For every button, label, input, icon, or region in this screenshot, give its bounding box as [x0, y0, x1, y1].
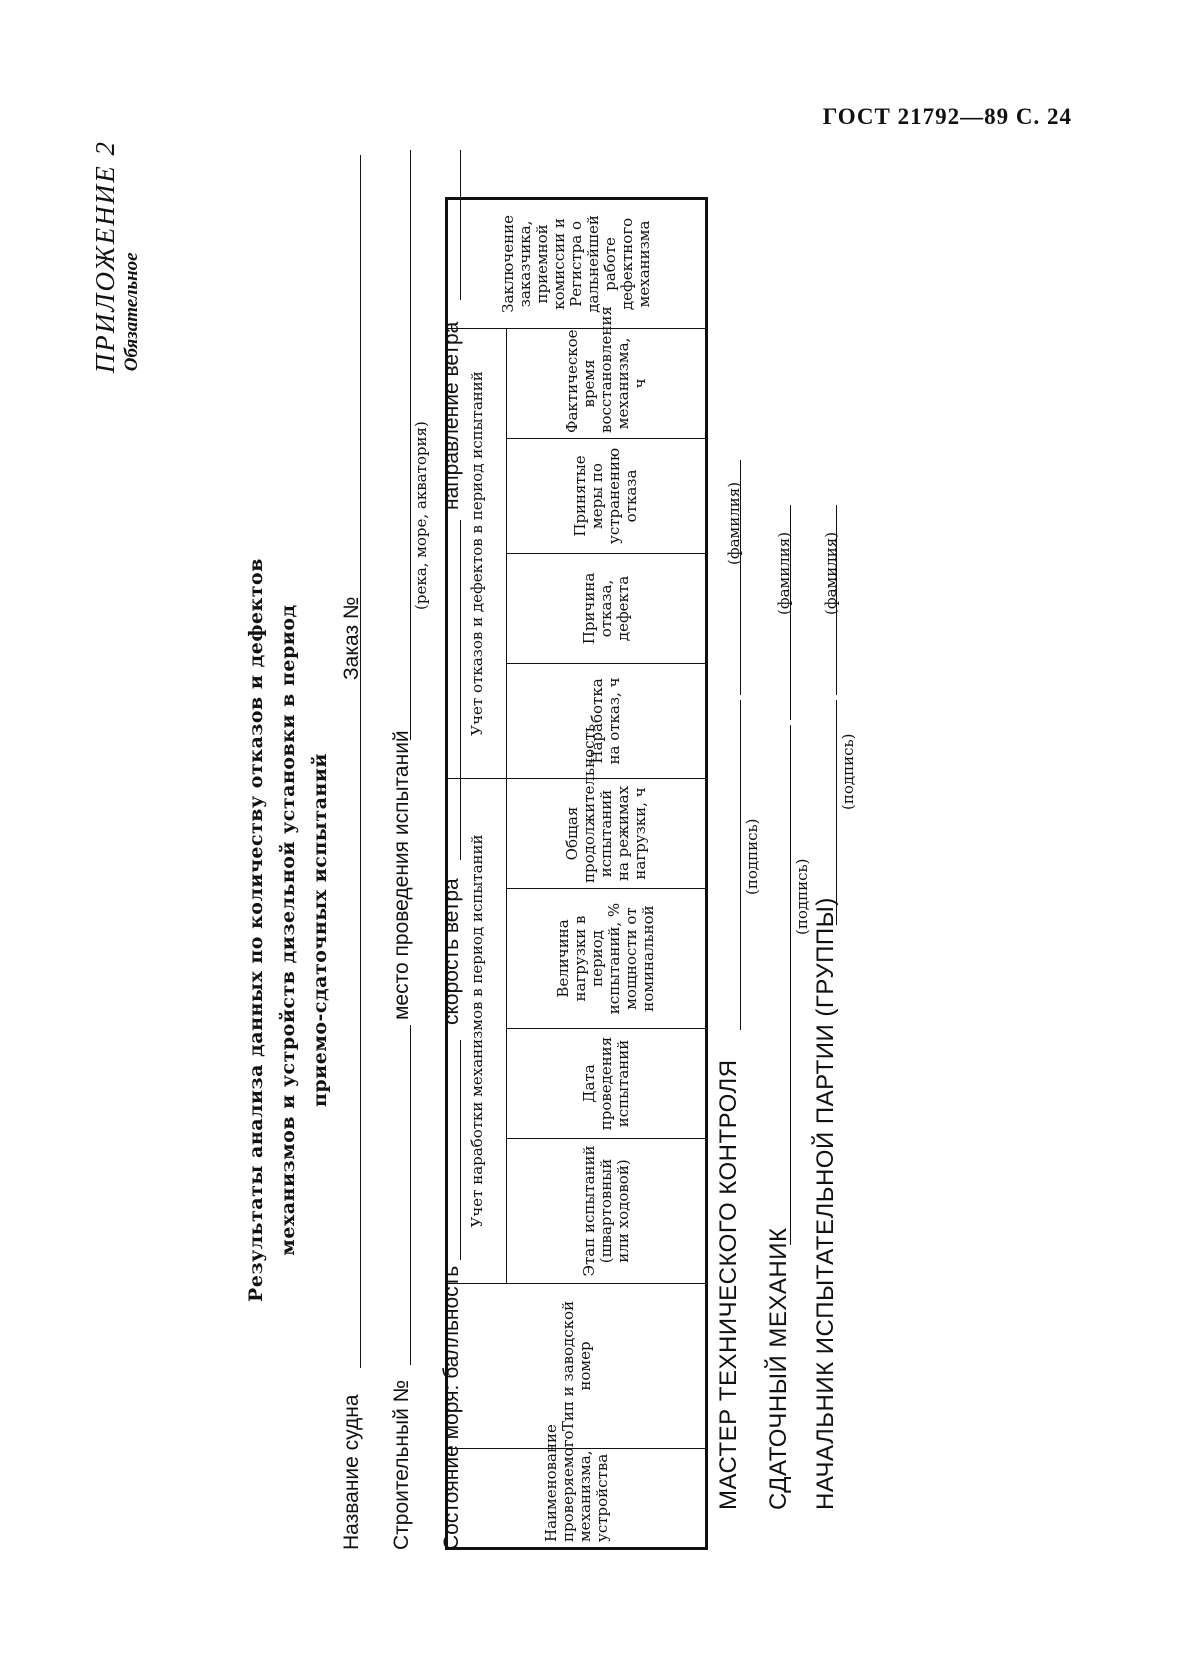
- signature-role: НАЧАЛЬНИК ИСПЫТАТЕЛЬНОЙ ПАРТИИ (ГРУППЫ): [812, 897, 839, 1510]
- signature-role: МАСТЕР ТЕХНИЧЕСКОГО КОНТРОЛЯ: [715, 1059, 742, 1510]
- signature-sign-caption: (подпись): [839, 733, 857, 810]
- wind-direction-label: направление ветра: [440, 321, 463, 510]
- signature-sign-line[interactable]: [836, 700, 837, 925]
- appendix-label: [90, 140, 143, 373]
- test-place-note: (река, море, акватория): [412, 421, 430, 610]
- signature-sign-caption: (подпись): [793, 858, 811, 935]
- col-restore-header: Фактическое время восстановления механизма, ч: [507, 328, 707, 438]
- sea-state-label: Состояние моря: балльность: [440, 1265, 463, 1550]
- signature-sign-caption: (подпись): [743, 818, 761, 895]
- build-number-line[interactable]: [410, 1025, 411, 1365]
- col-stage-header: Этап испытаний (швартовный или ходовой): [507, 1139, 707, 1284]
- build-number-label: Строительный №: [390, 1379, 413, 1550]
- appendix-subtitle: Обязательное: [121, 252, 142, 372]
- test-place-line[interactable]: [410, 150, 411, 740]
- col-cause-header: Причина отказа, дефекта: [507, 553, 707, 663]
- group-operating-time-header: Учет наработки механизмов в период испытаний: [447, 778, 507, 1283]
- failures-table: [445, 197, 708, 1550]
- col-type-header: Тип и заводской номер: [447, 1284, 707, 1449]
- col-mtbf-header: Наработка на отказ, ч: [507, 663, 707, 778]
- signature-sign-line[interactable]: [790, 725, 791, 1245]
- signature-name-caption: (фамилия): [822, 531, 840, 615]
- col-conclusion-header: Заключение заказчика, приемной комиссии и Регистра о дальнейшей работе дефектного механизма: [447, 198, 707, 328]
- test-place-label: место проведения испытаний: [390, 730, 413, 1020]
- wind-speed-label: скорость ветра: [440, 878, 463, 1025]
- col-load-header: Величина нагрузки в период испытаний, % мощности от номинальной: [507, 889, 707, 1029]
- group-failures-header: Учет отказов и дефектов в период испытаний: [447, 328, 507, 778]
- order-label: Заказ №: [340, 596, 363, 680]
- title-line-2: механизмов и устройств дизельной установки в период: [277, 604, 299, 1256]
- title-line-3: приемо-сдаточных испытаний: [309, 752, 331, 1108]
- document-title: [240, 430, 336, 1430]
- title-line-1: Результаты анализа данных по количеству отказов и дефектов: [245, 558, 267, 1302]
- page-header: ГОСТ 21792—89 С. 24: [822, 104, 1072, 129]
- signature-role: СДАТОЧНЫЙ МЕХАНИК: [765, 1227, 792, 1510]
- signature-name-caption: (фамилия): [725, 481, 743, 565]
- order-line[interactable]: [360, 155, 361, 585]
- appendix-title: ПРИЛОЖЕНИЕ 2: [90, 140, 120, 374]
- col-duration-header: Общая продолжительность испытаний на режимах нагрузки, ч: [507, 778, 707, 888]
- col-date-header: Дата проведения испытаний: [507, 1029, 707, 1139]
- rotated-form: [90, 140, 857, 1550]
- vessel-name-label: Название судна: [340, 1394, 363, 1550]
- col-measures-header: Принятые меры по устранению отказа: [507, 438, 707, 553]
- col-name-header: Наименование проверяемого механизма, устройства: [447, 1449, 707, 1549]
- signature-sign-line[interactable]: [740, 700, 741, 1030]
- signature-name-caption: (фамилия): [775, 531, 793, 615]
